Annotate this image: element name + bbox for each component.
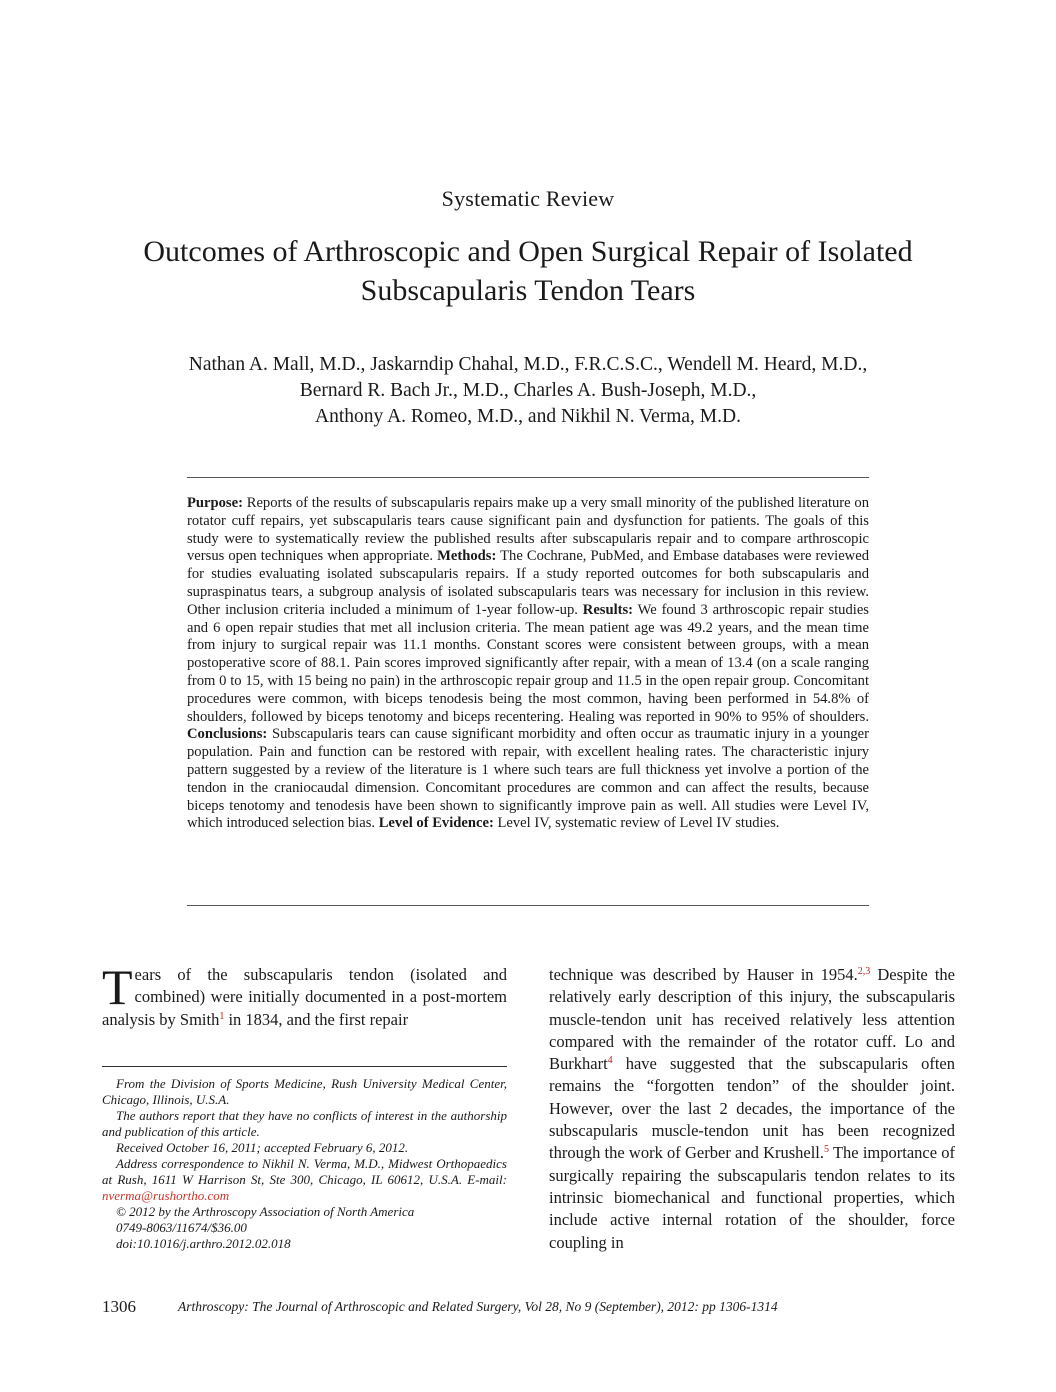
abstract-bottom-rule bbox=[187, 905, 869, 906]
authors-line-1: Nathan A. Mall, M.D., Jaskarndip Chahal, M.D., F.R.C.S.C., Wendell M. Heard, M.D., bbox=[188, 354, 868, 375]
footnote-doi: doi:10.1016/j.arthro.2012.02.018 bbox=[116, 1236, 291, 1251]
right-text-2: Despite the relatively early description of this injury, the subscapularis muscle-tendon unit has received relatively less attention compared with the remainder of the rotator cuff. Lo and Burkhart bbox=[549, 965, 955, 1074]
right-text-1: technique was described by Hauser in 1954. bbox=[549, 965, 858, 984]
purpose-label: Purpose: bbox=[187, 495, 243, 511]
abstract-top-rule bbox=[187, 477, 869, 478]
title-line-2: Subscapularis Tendon Tears bbox=[360, 274, 696, 307]
reference-link[interactable]: 2,3 bbox=[857, 966, 871, 977]
body-column-right bbox=[549, 964, 955, 1254]
intro-text-2: in 1834, and the first repair bbox=[224, 1009, 409, 1029]
footnote-copyright: © 2012 by the Arthroscopy Association of North America bbox=[116, 1204, 415, 1219]
conclusions-text: Subscapularis tears can cause significant morbidity and often occur as traumatic injury in a younger population. Pain and function can be restored with repair, with excellent healing rates. The characteristic injury pattern suggested by a review of the literature is 1 where such tears are full thickness yet involve a portion of the tendon in the craniocaudal dimension. Concomitant procedures are common and can affect the results, because biceps tenotomy and tenodesis have been shown to significantly improve pain as well. All studies were Level IV, which introduced selection bias. bbox=[187, 726, 869, 832]
footnote-issn: 0749-8063/11674/$36.00 bbox=[116, 1220, 247, 1235]
journal-citation: Arthroscopy: The Journal of Arthroscopic and Related Surgery, Vol 28, No 9 (September), 2012: pp 1306-1314 bbox=[178, 1299, 778, 1314]
purpose-text: Reports of the results of subscapularis repairs make up a very small minority of the published literature on rotator cuff repairs, yet subscapularis tears cause significant pain and dysfunction for patients. The goals of this study were to systematically review the published results after subscapularis repair and to compare arthroscopic versus open techniques when appropriate. bbox=[187, 495, 869, 565]
right-text-4: The importance of surgically repairing the subscapularis tendon relates to its intrinsic biomechanical and functional properties, which include active internal rotation of the shoulder, force coupling in bbox=[549, 1143, 955, 1252]
intro-paragraph-continued bbox=[549, 964, 955, 1254]
methods-text: The Cochrane, PubMed, and Embase databases were reviewed for studies evaluating isolated subscapularis repairs. If a study reported outcomes for both subscapularis and supraspinatus tears, a subgroup analysis of isolated subscapularis tears was necessary for inclusion in this review. Other inclusion criteria included a minimum of 1-year follow-up. bbox=[187, 548, 869, 618]
intro-paragraph-start bbox=[102, 959, 507, 1031]
email-link[interactable]: nverma@rushortho.com bbox=[102, 1188, 230, 1203]
abstract bbox=[187, 495, 869, 833]
footnotes bbox=[102, 1076, 507, 1252]
footnote-address-text: Address correspondence to Nikhil N. Verma, M.D., Midwest Orthopaedics at Rush, 1611 W Harrison St, Ste 300, Chicago, IL 60612, U.S.A. E-mail: bbox=[102, 1156, 507, 1187]
footnote-received: Received October 16, 2011; accepted February 6, 2012. bbox=[116, 1140, 409, 1155]
footnote-address bbox=[102, 1156, 507, 1204]
results-text: We found 3 arthroscopic repair studies and 6 open repair studies that met all inclusion criteria. The mean patient age was 49.2 years, and the mean time from injury to surgical repair was 11.1 months. Constant scores were consistent between groups, with a mean postoperative score of 88.1. Pain scores improved significantly after repair, with a mean of 13.4 (on a scale ranging from 0 to 15, with 15 being no pain) in the arthroscopic repair group and 11.5 in the open repair group. Concomitant procedures were common, with biceps tenodesis being the most common, having been performed in 54.8% of shoulders, followed by biceps tenotomy and biceps recentering. Healing was reported in 90% to 95% of shoulders. bbox=[187, 601, 869, 725]
intro-text-1: ears of the subscapularis tendon (isolated and combined) were initially documented in a post-mortem analysis by Smith bbox=[102, 965, 507, 1029]
level-of-evidence-label: Level of Evidence: bbox=[378, 815, 494, 832]
author-list bbox=[100, 352, 956, 430]
reference-link[interactable]: 5 bbox=[824, 1144, 830, 1156]
right-text-3: have suggested that the subscapularis often remains the “forgotten tendon” of the shoulder joint. However, over the last 2 decades, the importance of the subscapularis muscle-tendon unit has been recognized through the work of Gerber and Krushell. bbox=[549, 1054, 955, 1163]
section-label: Systematic Review bbox=[441, 186, 615, 211]
drop-cap: T bbox=[102, 959, 133, 1015]
article-title bbox=[80, 232, 976, 310]
level-of-evidence-text: Level IV, systematic review of Level IV studies. bbox=[493, 815, 780, 832]
footnote-conflicts: The authors report that they have no conflicts of interest in the authorship and publication of this article. bbox=[102, 1108, 507, 1139]
title-line-1: Outcomes of Arthroscopic and Open Surgical Repair of Isolated bbox=[143, 235, 913, 268]
footnote-rule bbox=[102, 1066, 507, 1067]
body-column-left bbox=[102, 959, 507, 1031]
conclusions-label: Conclusions: bbox=[187, 726, 268, 743]
reference-link[interactable]: 1 bbox=[219, 1010, 225, 1022]
page-number: 1306 bbox=[102, 1297, 136, 1316]
authors-line-3: Anthony A. Romeo, M.D., and Nikhil N. Verma, M.D. bbox=[315, 406, 741, 427]
results-label: Results: bbox=[582, 601, 634, 618]
methods-label: Methods: bbox=[437, 548, 497, 565]
authors-line-2: Bernard R. Bach Jr., M.D., Charles A. Bush-Joseph, M.D., bbox=[299, 380, 757, 401]
reference-link[interactable]: 4 bbox=[607, 1055, 613, 1067]
footnote-affiliation: From the Division of Sports Medicine, Rush University Medical Center, Chicago, Illinois, U.S.A. bbox=[102, 1076, 507, 1107]
